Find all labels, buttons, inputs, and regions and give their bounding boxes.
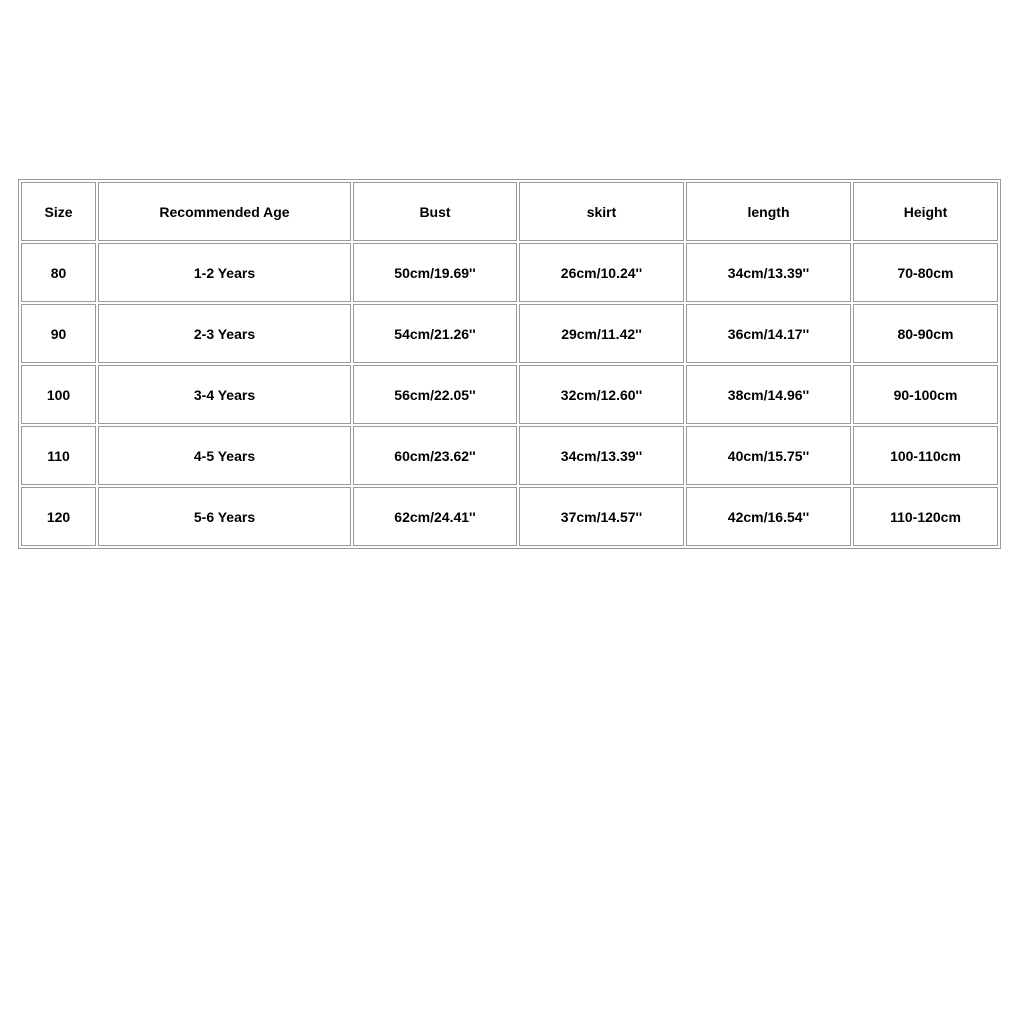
cell-skirt: 34cm/13.39''	[519, 426, 684, 485]
size-chart-table	[18, 179, 1001, 549]
table-row	[21, 304, 998, 363]
cell-recommended-age: 4-5 Years	[98, 426, 351, 485]
cell-length: 38cm/14.96''	[686, 365, 851, 424]
table-row	[21, 243, 998, 302]
cell-height: 70-80cm	[853, 243, 998, 302]
cell-recommended-age: 5-6 Years	[98, 487, 351, 546]
cell-recommended-age: 2-3 Years	[98, 304, 351, 363]
table-row	[21, 487, 998, 546]
cell-skirt: 29cm/11.42''	[519, 304, 684, 363]
header-size: Size	[21, 182, 96, 241]
cell-height: 80-90cm	[853, 304, 998, 363]
cell-size: 80	[21, 243, 96, 302]
cell-bust: 62cm/24.41''	[353, 487, 517, 546]
cell-bust: 50cm/19.69''	[353, 243, 517, 302]
header-bust: Bust	[353, 182, 517, 241]
table-header-row	[21, 182, 998, 241]
cell-length: 34cm/13.39''	[686, 243, 851, 302]
table-row	[21, 365, 998, 424]
header-height: Height	[853, 182, 998, 241]
cell-skirt: 37cm/14.57''	[519, 487, 684, 546]
cell-recommended-age: 1-2 Years	[98, 243, 351, 302]
cell-skirt: 32cm/12.60''	[519, 365, 684, 424]
cell-size: 100	[21, 365, 96, 424]
header-recommended-age: Recommended Age	[98, 182, 351, 241]
cell-size: 90	[21, 304, 96, 363]
cell-bust: 60cm/23.62''	[353, 426, 517, 485]
header-skirt: skirt	[519, 182, 684, 241]
cell-height: 110-120cm	[853, 487, 998, 546]
cell-skirt: 26cm/10.24''	[519, 243, 684, 302]
cell-bust: 54cm/21.26''	[353, 304, 517, 363]
cell-size: 120	[21, 487, 96, 546]
cell-bust: 56cm/22.05''	[353, 365, 517, 424]
cell-length: 42cm/16.54''	[686, 487, 851, 546]
cell-length: 36cm/14.17''	[686, 304, 851, 363]
table-row	[21, 426, 998, 485]
cell-recommended-age: 3-4 Years	[98, 365, 351, 424]
cell-height: 100-110cm	[853, 426, 998, 485]
header-length: length	[686, 182, 851, 241]
cell-length: 40cm/15.75''	[686, 426, 851, 485]
cell-height: 90-100cm	[853, 365, 998, 424]
cell-size: 110	[21, 426, 96, 485]
